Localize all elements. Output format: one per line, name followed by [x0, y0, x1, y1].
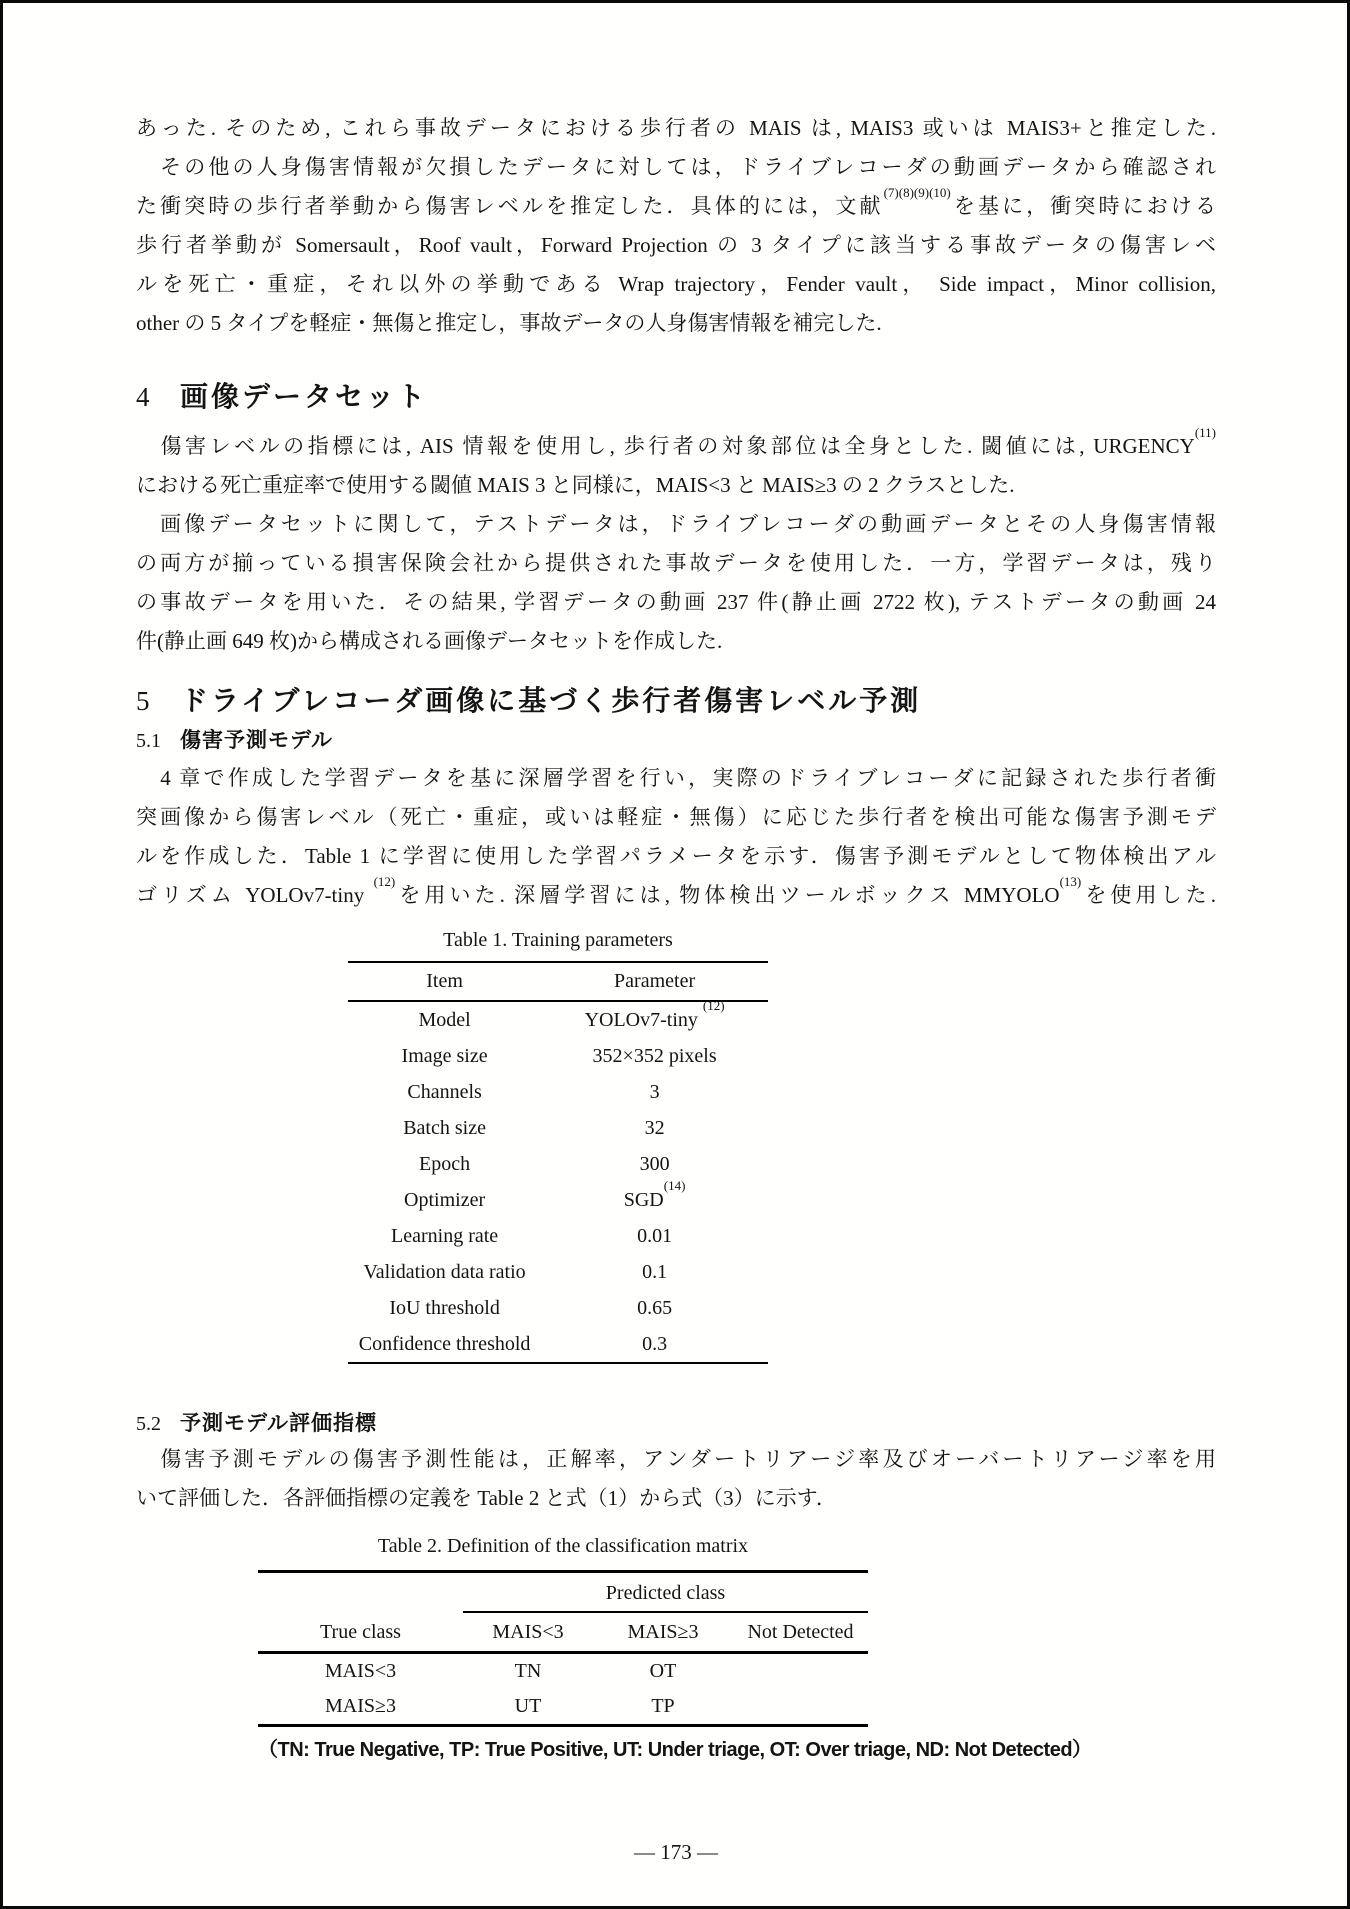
body-line: における死亡重症率で使用する閾値 MAIS 3 と同様に，MAIS<3 と MAIS≥3 の 2 クラスとした.: [136, 473, 1015, 497]
subsection-title: 予測モデル評価指標: [180, 1412, 377, 1435]
cell-text: SGD: [623, 1189, 664, 1211]
body-text: た衝突時の歩行者挙動から傷害レベルを推定した．具体的には，文献: [136, 194, 884, 218]
section-5-heading: [136, 679, 1216, 723]
subsection-title: 傷害予測モデル: [180, 729, 333, 752]
body-line: other の 5 タイプを軽症・無傷と推定し，事故データの人身傷害情報を補完した.: [136, 311, 882, 335]
column-header: Item: [426, 970, 463, 992]
table-row: [348, 1178, 768, 1218]
column-header: True class: [320, 1621, 401, 1643]
citation-ref: (12): [373, 874, 396, 889]
cell-item: Learning rate: [391, 1225, 499, 1247]
body-line: 突画像から傷害レベル（死亡・重症，或いは軽症・無傷）に応じた歩行者を検出可能な傷害予測モデ: [136, 805, 1216, 829]
cell-item: Batch size: [403, 1117, 486, 1139]
body-text: 傷害レベルの指標には, AIS 情報を使用し, 歩行者の対象部位は全身とした. 閾値には, URGENCY: [136, 434, 1195, 458]
table-2-note: （TN: True Negative, TP: True Positive, UT: Under triage, OT: Over triage, ND: Not Detected）: [258, 1739, 1092, 1761]
cell-value: [541, 1110, 768, 1146]
column-header: Not Detected: [747, 1621, 854, 1643]
table-header-row: [258, 1613, 868, 1654]
paragraph-continuation: [136, 109, 1216, 343]
table-1: [348, 925, 768, 1364]
cell-true-class: MAIS≥3: [325, 1695, 396, 1717]
cell-text: 0.3: [642, 1333, 668, 1355]
cell-value: [541, 1254, 768, 1290]
table-2-grid: [258, 1570, 868, 1727]
cell-value: [541, 998, 768, 1038]
table-row: [348, 1290, 768, 1326]
cell-value: [541, 1218, 768, 1254]
cell-value: [541, 1038, 768, 1074]
subsection-number: 5.1: [136, 730, 161, 752]
table-header-row: [348, 963, 768, 1002]
cell-value: TP: [651, 1695, 675, 1717]
cell-item: Model: [418, 1009, 471, 1031]
cell-value: [541, 1146, 768, 1182]
cell-true-class: MAIS<3: [324, 1660, 397, 1682]
citation-ref: (13): [1059, 874, 1082, 889]
body-line: 画像データセットに関して，テストデータは，ドライブレコーダの動画データとその人身傷害情報: [136, 512, 1216, 536]
table-row: [258, 1689, 868, 1724]
predicted-class-label: Predicted class: [463, 1573, 868, 1613]
cell-item: Image size: [401, 1045, 488, 1067]
cell-item: Channels: [407, 1081, 482, 1103]
cell-text: 352×352 pixels: [592, 1045, 717, 1067]
cell-value: [733, 1654, 868, 1689]
cell-text: 32: [644, 1117, 665, 1139]
section-5-1-body: [136, 759, 1216, 915]
cell-value: [541, 1178, 768, 1218]
table-row: [348, 998, 768, 1038]
body-text: を基に，衝突時における: [950, 194, 1217, 218]
section-number: 5: [136, 686, 150, 716]
body-line: の事故データを用いた．その結果, 学習データの動画 237 件(静止画 2722 枚), テストデータの動画 24: [136, 590, 1216, 614]
cell-text: 300: [639, 1153, 670, 1175]
section-4-heading: [136, 375, 1216, 419]
citation-ref: (12): [702, 998, 725, 1014]
body-line: 4 章で作成した学習データを基に深層学習を行い，実際のドライブレコーダに記録された歩行者衝: [136, 766, 1216, 790]
section-5-2-heading: [136, 1408, 1216, 1440]
cell-value: TN: [514, 1660, 542, 1682]
column-header: MAIS≥3: [627, 1621, 699, 1643]
body-line: 歩行者挙動が Somersault，Roof vault，Forward Projection の 3 タイプに該当する事故データの傷害レベ: [136, 233, 1216, 257]
body-line: 件(静止画 649 枚)から構成される画像データセットを作成した.: [136, 629, 723, 653]
body-line: [136, 427, 1216, 466]
body-line: その他の人身傷害情報が欠損したデータに対しては，ドライブレコーダの動画データから確認され: [136, 155, 1216, 179]
body-line: の両方が揃っている損害保険会社から提供された事故データを使用した．一方，学習データは，残り: [136, 551, 1216, 575]
section-5-1-heading: [136, 725, 1216, 757]
table-1-grid: [348, 961, 768, 1364]
table-row: [258, 1654, 868, 1689]
table-row: [348, 1110, 768, 1146]
table-2: [258, 1532, 1092, 1765]
section-title: ドライブレコーダ画像に基づく歩行者傷害レベル予測: [180, 685, 922, 716]
body-line: ルを作成した．Table 1 に学習に使用した学習パラメータを示す．傷害予測モデルとして物体検出アル: [136, 844, 1216, 868]
citation-ref: (14): [663, 1178, 686, 1194]
cell-item: Validation data ratio: [363, 1261, 526, 1283]
body-line: [136, 187, 1216, 226]
body-text: ゴリズム YOLOv7-tiny: [136, 883, 374, 907]
table-row: [348, 1074, 768, 1110]
table-row: [348, 1326, 768, 1362]
cell-item: IoU threshold: [389, 1297, 500, 1319]
body-text: を用いた. 深層学習には, 物体検出ツールボックス MMYOLO: [395, 883, 1060, 907]
cell-text: 0.65: [637, 1297, 673, 1319]
cell-text: 3: [649, 1081, 660, 1103]
cell-value: OT: [649, 1660, 677, 1682]
section-title: 画像データセット: [180, 381, 429, 412]
table-row: [348, 1218, 768, 1254]
table-row: [348, 1254, 768, 1290]
table-row: [348, 1146, 768, 1182]
cell-item: Confidence threshold: [358, 1333, 531, 1355]
body-line: ルを死亡・重症，それ以外の挙動である Wrap trajectory，Fender vault， Side impact，Minor collision,: [136, 272, 1216, 296]
page-number: — 173 —: [634, 1840, 718, 1864]
cell-item: Optimizer: [404, 1189, 486, 1211]
predicted-class-row: [258, 1573, 868, 1613]
cell-value: [733, 1689, 868, 1724]
section-number: 4: [136, 382, 150, 412]
cell-value: [541, 1326, 768, 1362]
section-5-2-body: [136, 1440, 1216, 1518]
cell-value: [541, 1074, 768, 1110]
cell-text: 0.01: [637, 1225, 673, 1247]
table-1-caption: Table 1. Training parameters: [443, 929, 673, 951]
column-header: Parameter: [614, 970, 696, 992]
citation-ref: (7)(8)(9)(10): [883, 185, 951, 200]
cell-item: Epoch: [419, 1153, 471, 1175]
cell-value: UT: [514, 1695, 542, 1717]
body-line: いて評価した．各評価指標の定義を Table 2 と式（1）から式（3）に示す．: [136, 1486, 837, 1510]
table-2-caption: Table 2. Definition of the classification matrix: [377, 1535, 749, 1557]
subsection-number: 5.2: [136, 1413, 161, 1435]
body-line: [136, 876, 1216, 915]
table-row: [348, 1038, 768, 1074]
citation-ref: (11): [1194, 425, 1216, 440]
body-line: あった. そのため, これら事故データにおける歩行者の MAIS は, MAIS3 或いは MAIS3+と推定した.: [136, 116, 1216, 140]
section-4-body: [136, 427, 1216, 661]
cell-text: 0.1: [642, 1261, 668, 1283]
body-text: を使用した.: [1081, 883, 1216, 907]
column-header: MAIS<3: [492, 1621, 564, 1643]
body-line: 傷害予測モデルの傷害予測性能は，正解率，アンダートリアージ率及びオーバートリアージ率を用: [136, 1447, 1216, 1471]
empty-cell: [258, 1573, 463, 1613]
cell-value: [541, 1290, 768, 1326]
cell-text: YOLOv7-tiny: [584, 1009, 703, 1031]
